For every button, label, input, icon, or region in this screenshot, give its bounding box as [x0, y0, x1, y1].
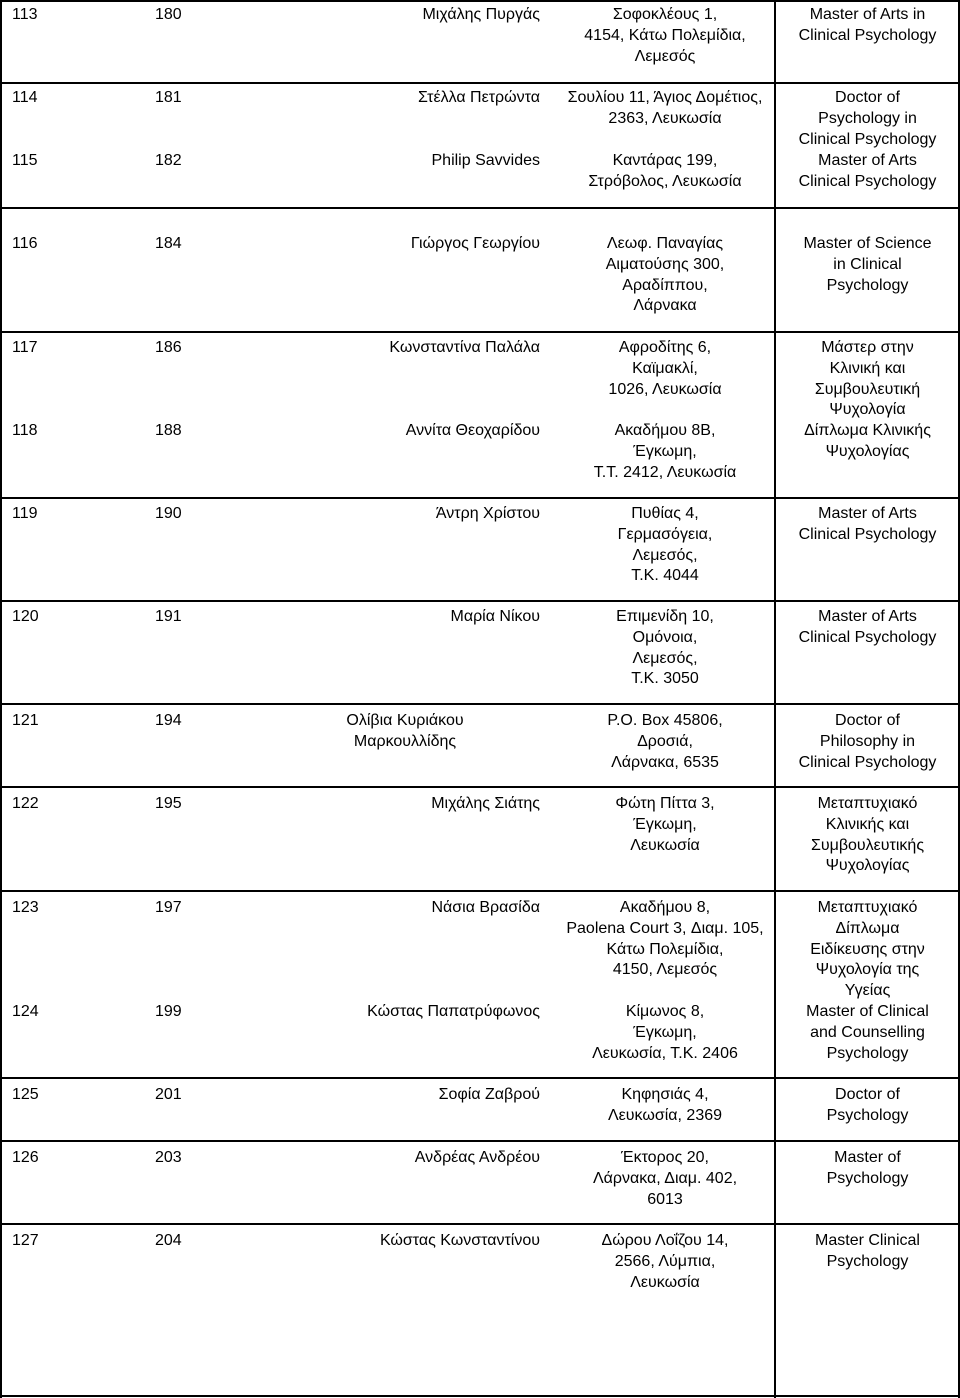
qualification: Μεταπτυχιακό Δίπλωμα Ειδίκευσης στην Ψυχολογία της Υγείας — [810, 899, 925, 1000]
row-divider — [0, 1077, 960, 1079]
address: Επιμενίδη 10, Ομόνοια, Λεμεσός, Τ.Κ. 3050 — [616, 608, 714, 688]
row-number: 125 — [12, 1086, 39, 1103]
row-number: 121 — [12, 712, 39, 729]
row-number: 118 — [12, 422, 38, 439]
address: Αφροδίτης 6, Καϊμακλί, 1026, Λευκωσία — [608, 339, 722, 398]
address: Καντάρας 199, Στρόβολος, Λευκωσία — [588, 152, 742, 190]
registry-number: 203 — [155, 1149, 182, 1166]
psychologist-name: Στέλλα Πετρώντα — [418, 89, 540, 106]
row-number: 127 — [12, 1232, 39, 1249]
qualification: Doctor of Psychology in Clinical Psychology — [798, 89, 937, 148]
psychologist-name: Άντρη Χρίστου — [435, 505, 540, 522]
row-number: 126 — [12, 1149, 39, 1166]
row-number: 115 — [12, 152, 38, 169]
registry-number: 188 — [155, 422, 182, 439]
row-divider — [0, 786, 960, 788]
registry-number: 180 — [155, 6, 182, 23]
address: Φώτη Πίττα 3, Έγκωμη, Λευκωσία — [615, 795, 715, 854]
address: Σουλίου 11, Άγιος Δομέτιος, 2363, Λευκωσία — [567, 89, 763, 127]
row-number: 122 — [12, 795, 39, 812]
registry-number: 204 — [155, 1232, 182, 1249]
psychologist-name: Μαρία Νίκου — [450, 608, 540, 625]
address: Σοφοκλέους 1, 4154, Κάτω Πολεμίδια, Λεμεσός — [584, 6, 746, 65]
registry-number: 201 — [155, 1086, 182, 1103]
psychologist-name: Νάσια Βρασίδα — [431, 899, 540, 916]
row-divider — [0, 331, 960, 333]
row-number: 114 — [12, 89, 38, 106]
row-divider — [0, 600, 960, 602]
row-number: 124 — [12, 1003, 39, 1020]
psychologist-name: Κώστας Κωνσταντίνου — [379, 1232, 540, 1249]
registry-number: 195 — [155, 795, 182, 812]
qualification: Master of Science in Clinical Psychology — [803, 235, 932, 294]
registry-number: 190 — [155, 505, 182, 522]
psychologist-name: Σοφία Ζαβρού — [438, 1086, 540, 1103]
registry-number: 199 — [155, 1003, 182, 1020]
row-divider — [0, 1140, 960, 1142]
row-divider — [0, 497, 960, 499]
registry-number: 181 — [155, 89, 182, 106]
row-divider — [0, 207, 960, 209]
row-number: 113 — [12, 6, 38, 23]
row-divider — [0, 1395, 960, 1397]
row-number: 116 — [12, 235, 38, 252]
address: Λεωφ. Παναγίας Αιματούσης 300, Αραδίππου, Λάρνακα — [605, 235, 725, 315]
qualification: Δίπλωμα Κλινικής Ψυχολογίας — [804, 422, 931, 460]
registry-number: 186 — [155, 339, 182, 356]
psychologist-name: Κωνσταντίνα Παλάλα — [389, 339, 540, 356]
registry-number: 191 — [155, 608, 182, 625]
psychologist-name: Μιχάλης Σιάτης — [431, 795, 540, 812]
psychologist-name: Γιώργος Γεωργίου — [410, 235, 540, 252]
table-border-left — [0, 0, 2, 1398]
address: Πυθίας 4, Γερμασόγεια, Λεμεσός, Τ.Κ. 4044 — [617, 505, 713, 585]
qualification: Master of Arts Clinical Psychology — [798, 505, 937, 543]
registry-number: 197 — [155, 899, 182, 916]
address: Ακαδήμου 8Β, Έγκωμη, Τ.Τ. 2412, Λευκωσία — [593, 422, 737, 481]
psychologist-name: Philip Savvides — [431, 152, 540, 169]
row-divider — [0, 890, 960, 892]
qualification: Master of Arts Clinical Psychology — [798, 608, 937, 646]
address: Έκτορος 20, Λάρνακα, Διαμ. 402, 6013 — [592, 1149, 738, 1208]
qualification: Master of Psychology — [826, 1149, 909, 1187]
address: P.O. Box 45806, Δροσιά, Λάρνακα, 6535 — [607, 712, 723, 771]
address: Ακαδήμου 8, Paolena Court 3, Διαμ. 105, Κάτω Πολεμίδια, 4150, Λεμεσός — [566, 899, 764, 979]
qualification: Doctor of Philosophy in Clinical Psychology — [798, 712, 937, 771]
row-number: 123 — [12, 899, 39, 916]
row-number: 119 — [12, 505, 38, 522]
address: Κηφησιάς 4, Λευκωσία, 2369 — [607, 1086, 723, 1124]
qualification: Μεταπτυχιακό Κλινικής και Συμβουλευτικής Ψυχολογίας — [810, 795, 925, 875]
qualification: Μάστερ στην Κλινική και Συμβουλευτική Ψυχολογία — [814, 339, 921, 419]
registry-number: 184 — [155, 235, 182, 252]
qualification: Master of Arts Clinical Psychology — [798, 152, 937, 190]
psychologist-name: Ολίβια Κυριάκου Μαρκουλλίδης — [346, 712, 464, 750]
row-divider — [0, 703, 960, 705]
registry-number: 194 — [155, 712, 182, 729]
address: Κίμωνος 8, Έγκωμη, Λευκωσία, Τ.Κ. 2406 — [592, 1003, 738, 1062]
address: Δώρου Λοΐζου 14, 2566, Λύμπια, Λευκωσία — [601, 1232, 729, 1291]
row-divider — [0, 82, 960, 84]
row-divider — [0, 1223, 960, 1225]
psychologist-name: Ανδρέας Ανδρέου — [414, 1149, 540, 1166]
row-number: 117 — [12, 339, 38, 356]
psychologist-name: Μιχάλης Πυργάς — [422, 6, 540, 23]
qualification: Master Clinical Psychology — [815, 1232, 920, 1270]
registry-number: 182 — [155, 152, 182, 169]
qualification: Doctor of Psychology — [826, 1086, 909, 1124]
psychologist-name: Αννίτα Θεοχαρίδου — [405, 422, 540, 439]
qualification: Master of Arts in Clinical Psychology — [798, 6, 937, 44]
row-divider — [0, 0, 960, 2]
qualification: Master of Clinical and Counselling Psychology — [806, 1003, 929, 1062]
row-number: 120 — [12, 608, 39, 625]
psychologist-name: Κώστας Παπατρύφωνος — [367, 1003, 540, 1020]
